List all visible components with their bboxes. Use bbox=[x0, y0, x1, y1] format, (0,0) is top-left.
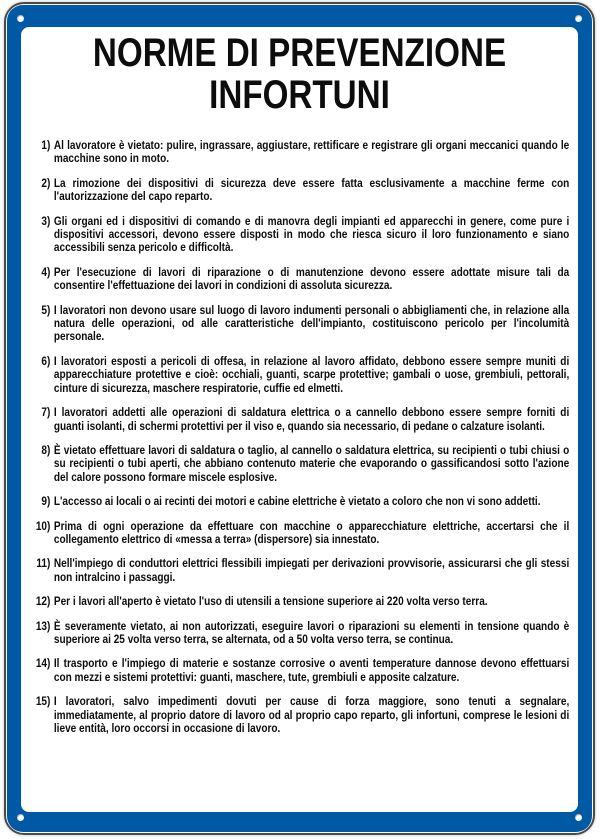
rule-text: Gli organi ed i dispositivi di comando e di manovra degli impianti ed apparecchi in genere, come pure i dispositivi accessori, devono essere disposti in modo che riesca sicuro il loro funzionamento e siano accessibili senza pericolo e difficoltà. bbox=[53, 215, 570, 255]
rule-item bbox=[32, 521, 569, 548]
rule-number: 4) bbox=[41, 266, 51, 279]
sign-title-line2: INFORTUNI bbox=[209, 73, 390, 117]
screw-hole-top-right-icon bbox=[575, 15, 582, 22]
rule-text: Al lavoratore è vietato: pulire, ingrassare, aggiustare, rettificare e registrare gli organi meccanici quando le macchine sono in moto. bbox=[53, 140, 570, 166]
screw-hole-bottom-right-icon bbox=[575, 814, 582, 821]
rule-item bbox=[32, 596, 569, 609]
rule-item bbox=[32, 216, 569, 256]
rule-item bbox=[32, 696, 569, 736]
rule-text: I lavoratori addetti alle operazioni di saldatura elettrica o a cannello debbono essere sempre forniti di guanti isolanti, di schermi protettivi per il viso e, quando sia necessario, di pedane o calzature isolanti. bbox=[53, 407, 570, 433]
sign-plate bbox=[4, 2, 595, 835]
rules-list bbox=[32, 140, 569, 736]
rule-number: 1) bbox=[41, 140, 51, 152]
screw-hole-top-left-icon bbox=[17, 15, 24, 22]
rule-item bbox=[32, 658, 569, 685]
screw-hole-bottom-left-icon bbox=[17, 814, 24, 821]
rule-number: 8) bbox=[41, 444, 51, 457]
rule-number: 11) bbox=[36, 558, 51, 571]
rule-item bbox=[32, 558, 569, 585]
rule-text: Prima di ogni operazione da effettuare con macchine o apparecchiature elettriche, accertarsi che il collegamento elettrico di «messa a terra» (dispersore) sia innestato. bbox=[53, 520, 570, 546]
rule-text: I lavoratori, salvo impedimenti dovuti per cause di forza maggiore, sono tenuti a segnalare, immediatamente, al proprio datore di lavoro od al proprio capo reparto, gli infortuni, comprese le lesioni di lieve entità, loro occorsi in occasione di lavoro. bbox=[53, 696, 570, 735]
rule-number: 7) bbox=[41, 407, 51, 420]
rule-number: 2) bbox=[41, 177, 51, 190]
rule-text: Per i lavori all'aperto è vietato l'uso di utensili a tensione superiore ai 220 volta verso terra. bbox=[53, 596, 488, 609]
rule-number: 15) bbox=[35, 696, 51, 709]
sign-face bbox=[21, 27, 578, 812]
sign-title-line1: NORME DI PREVENZIONE bbox=[92, 31, 507, 75]
rule-number: 14) bbox=[35, 658, 51, 671]
rule-item bbox=[32, 140, 569, 167]
rule-text: Il trasporto e l'impiego di materie e sostanze corrosive o aventi temperature dannose devono effettuarsi con mezzi e sistemi protettivi: guanti, maschere, tute, grembiuli e apposite calzature. bbox=[53, 658, 570, 684]
rule-number: 6) bbox=[41, 355, 51, 368]
rule-text: È severamente vietato, ai non autorizzati, eseguire lavori o riparazioni su elementi in tensione quando è superiore ai 25 volta verso terra, se alternata, od a 50 volta verso terra, se continua. bbox=[53, 620, 570, 646]
rule-item bbox=[32, 445, 569, 485]
rule-item bbox=[32, 407, 569, 434]
sign-title bbox=[21, 32, 578, 116]
rule-text: I lavoratori non devono usare sul luogo di lavoro indumenti personali o abbigliamenti che, in relazione alla natura delle operazioni, od alle caratteristiche dell'impianto, costituiscono pericolo per l'incolumità personale. bbox=[53, 304, 570, 344]
rule-text: I lavoratori esposti a pericoli di offesa, in relazione al lavoro affidato, debbono essere sempre muniti di apparecchiature protettive e cioè: occhiali, guanti, scarpe protettive; gambali o uose, grembiuli, pettorali, cinture di sicurezza, maschere respiratorie, cuffie ed elmetti. bbox=[53, 355, 570, 395]
rule-item bbox=[32, 305, 569, 345]
rules-area bbox=[32, 140, 578, 810]
rule-text: È vietato effettuare lavori di saldatura o taglio, al cannello o saldatura elettrica, su recipienti o tubi chiusi o su recipienti o tubi aperti, che abbiano contenuto materie che evaporando o gassificandosi sotto l'azione del calore possono formare miscele esplosive. bbox=[53, 444, 570, 484]
rule-number: 12) bbox=[35, 596, 51, 609]
rule-number: 10) bbox=[35, 520, 51, 533]
rule-number: 5) bbox=[41, 304, 51, 317]
rule-item bbox=[32, 621, 569, 648]
rule-item bbox=[32, 267, 569, 294]
rule-number: 13) bbox=[35, 620, 51, 633]
rule-text: Nell'impiego di conduttori elettrici flessibili impiegati per derivazioni provvisorie, assicurarsi che gli stessi non intralcino i passaggi. bbox=[53, 558, 570, 584]
rule-item bbox=[32, 356, 569, 396]
rule-text: Per l'esecuzione di lavori di riparazione o di manutenzione devono essere adottate misure tali da consentire l'effettuazione dei lavori in condizioni di assoluta sicurezza. bbox=[53, 266, 570, 293]
rule-number: 9) bbox=[41, 496, 51, 509]
rule-item bbox=[32, 178, 569, 205]
rule-text: L'accesso ai locali o ai recinti dei motori e cabine elettriche è vietato a coloro che non vi sono addetti. bbox=[53, 496, 541, 509]
title-area bbox=[21, 32, 578, 116]
rule-text: La rimozione dei dispositivi di sicurezza deve essere fatta esclusivamente a macchine ferme con l'autorizzazione del capo reparto. bbox=[53, 177, 570, 204]
rule-number: 3) bbox=[41, 215, 51, 228]
rule-item bbox=[32, 496, 569, 509]
